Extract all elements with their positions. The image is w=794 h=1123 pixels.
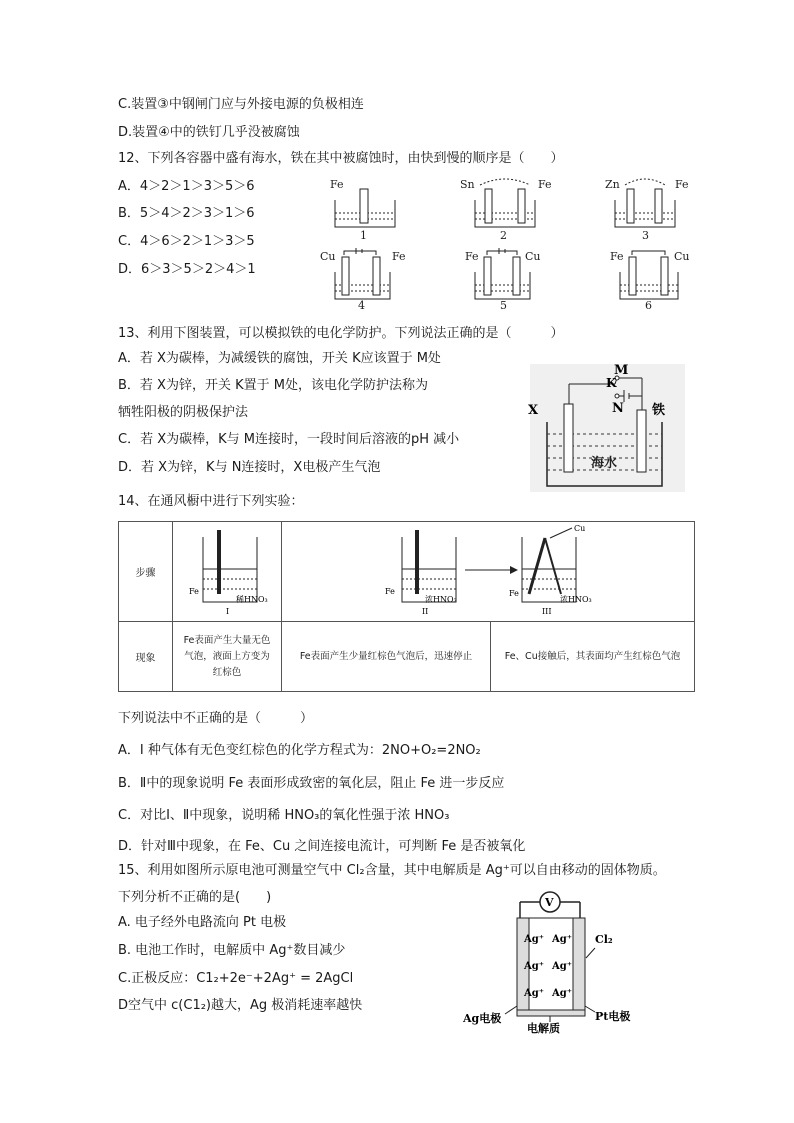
- svg-text:1: 1: [360, 229, 367, 242]
- q14-option-c: C．对比Ⅰ、Ⅱ中现象，说明稀 HNO₃的氧化性强于浓 HNO₃: [118, 808, 450, 823]
- q12-option-c: C．4＞6＞2＞1＞3＞5: [118, 234, 255, 249]
- svg-text:电解质: 电解质: [527, 1022, 560, 1035]
- q11-option-d: D.装置④中的铁钉几乎没被腐蚀: [118, 125, 300, 140]
- q14-stem: 14、在通风橱中进行下列实验：: [118, 494, 304, 509]
- svg-text:Ag⁺: Ag⁺: [524, 988, 545, 999]
- q12-option-a: A．4＞2＞1＞3＞5＞6: [118, 179, 255, 194]
- svg-text:Fe: Fe: [385, 587, 395, 596]
- svg-text:浓HNO₃: 浓HNO₃: [425, 595, 457, 604]
- svg-text:Fe: Fe: [538, 178, 552, 191]
- svg-text:II: II: [422, 607, 429, 616]
- svg-text:6: 6: [645, 299, 652, 312]
- svg-text:N: N: [612, 401, 624, 416]
- q14-option-a: A．Ⅰ 种气体有无色变红棕色的化学方程式为：2NO+O₂=2NO₂: [118, 743, 481, 758]
- svg-text:稀HNO₃: 稀HNO₃: [236, 595, 268, 604]
- q11-option-c: C.装置③中钢闸门应与外接电源的负极相连: [118, 97, 364, 112]
- container-1: [330, 178, 395, 242]
- svg-text:Fe: Fe: [610, 250, 624, 263]
- q15-option-d: D空气中 c(C1₂)越大，Ag 极消耗速率越快: [118, 998, 363, 1013]
- svg-text:I: I: [226, 607, 230, 616]
- q12-option-d: D．6＞3＞5＞2＞4＞1: [118, 262, 256, 277]
- container-4: [320, 248, 406, 312]
- q12-stem: 12、下列各容器中盛有海水，铁在其中被腐蚀时，由快到慢的顺序是（ ）: [118, 151, 564, 166]
- svg-text:V: V: [545, 896, 554, 909]
- q15-battery-figure: [455, 888, 655, 1038]
- svg-text:Fe: Fe: [465, 250, 479, 263]
- step-1-figure: [173, 522, 282, 622]
- q13-option-b2: 牺牲阳极的阴极保护法: [118, 405, 249, 420]
- container-5: [465, 248, 541, 312]
- q14-after-stem: 下列说法中不正确的是（ ）: [118, 711, 314, 726]
- svg-text:Cu: Cu: [525, 250, 541, 263]
- svg-text:4: 4: [358, 299, 365, 312]
- q15-option-a: A. 电子经外电路流向 Pt 电极: [118, 915, 287, 930]
- svg-text:3: 3: [642, 229, 649, 242]
- svg-text:Ag⁺: Ag⁺: [552, 961, 573, 972]
- svg-text:Ag⁺: Ag⁺: [524, 934, 545, 945]
- q13-electrochem-figure: [520, 360, 690, 495]
- svg-text:Cu: Cu: [574, 524, 586, 533]
- svg-text:III: III: [542, 607, 552, 616]
- q13-option-a: A．若 X为碳棒，为减缓铁的腐蚀，开关 K应该置于 M处: [118, 351, 441, 366]
- q14-experiment-table: [118, 521, 695, 692]
- row-header-steps: 步骤: [119, 522, 173, 622]
- container-6: [610, 250, 690, 312]
- q13-option-d: D．若 X为锌，K与 N连接时，X电极产生气泡: [118, 460, 381, 475]
- row-header-phenomena: 现象: [119, 622, 173, 692]
- svg-text:X: X: [528, 403, 539, 418]
- svg-text:Zn: Zn: [605, 178, 620, 191]
- svg-text:Cl₂: Cl₂: [595, 933, 613, 946]
- q14-option-b: B．Ⅱ中的现象说明 Fe 表面形成致密的氧化层，阻止 Fe 进一步反应: [118, 776, 505, 791]
- svg-text:K: K: [606, 376, 617, 390]
- q15-sub: 下列分析不正确的是( ): [118, 890, 272, 905]
- svg-text:海水: 海水: [591, 456, 618, 471]
- q13-option-c: C．若 X为碳棒，K与 M连接时，一段时间后溶液的pH 减小: [118, 432, 460, 447]
- q13-option-b1: B．若 X为锌，开关 K置于 M处，该电化学防护法称为: [118, 378, 428, 393]
- container-2: [460, 178, 552, 242]
- svg-text:铁: 铁: [652, 403, 666, 418]
- observation-2: Fe表面产生少量红棕色气泡后，迅速停止: [282, 622, 491, 692]
- q12-containers-figure: [320, 175, 700, 312]
- q15-option-b: B. 电池工作时，电解质中 Ag⁺数目减少: [118, 943, 346, 958]
- q12-option-b: B．5＞4＞2＞3＞1＞6: [118, 206, 255, 221]
- svg-text:Ag电极: Ag电极: [463, 1012, 502, 1025]
- observation-3: Fe、Cu接触后，其表面均产生红棕色气泡: [491, 622, 695, 692]
- container-3: [605, 178, 689, 242]
- svg-text:Fe: Fe: [330, 178, 344, 191]
- svg-text:Cu: Cu: [674, 250, 690, 263]
- svg-text:2: 2: [500, 229, 507, 242]
- q14-option-d: D．针对Ⅲ中现象，在 Fe、Cu 之间连接电流计，可判断 Fe 是否被氧化: [118, 839, 526, 854]
- svg-text:浓HNO₃: 浓HNO₃: [560, 595, 592, 604]
- svg-text:M: M: [614, 363, 629, 378]
- svg-text:Fe: Fe: [392, 250, 406, 263]
- svg-text:Pt电极: Pt电极: [595, 1010, 631, 1023]
- svg-text:Fe: Fe: [509, 589, 519, 598]
- svg-text:Fe: Fe: [675, 178, 689, 191]
- q13-stem: 13、利用下图装置，可以模拟铁的电化学防护。下列说法正确的是（ ）: [118, 326, 564, 341]
- step-2-3-figure: [282, 522, 695, 622]
- svg-text:Cu: Cu: [320, 250, 336, 263]
- q15-option-c: C.正极反应：C1₂+2e⁻+2Ag⁺ = 2AgCl: [118, 971, 354, 986]
- svg-text:Fe: Fe: [189, 587, 199, 596]
- svg-text:Ag⁺: Ag⁺: [524, 961, 545, 972]
- svg-text:5: 5: [500, 299, 507, 312]
- svg-text:Sn: Sn: [460, 178, 475, 191]
- observation-1: Fe表面产生大量无色 气泡，液面上方变为 红棕色: [173, 622, 282, 692]
- svg-text:Ag⁺: Ag⁺: [552, 988, 573, 999]
- q15-stem: 15、利用如图所示原电池可测量空气中 Cl₂含量，其中电解质是 Ag⁺可以自由移动的固体物质。: [118, 863, 666, 878]
- svg-text:Ag⁺: Ag⁺: [552, 934, 573, 945]
